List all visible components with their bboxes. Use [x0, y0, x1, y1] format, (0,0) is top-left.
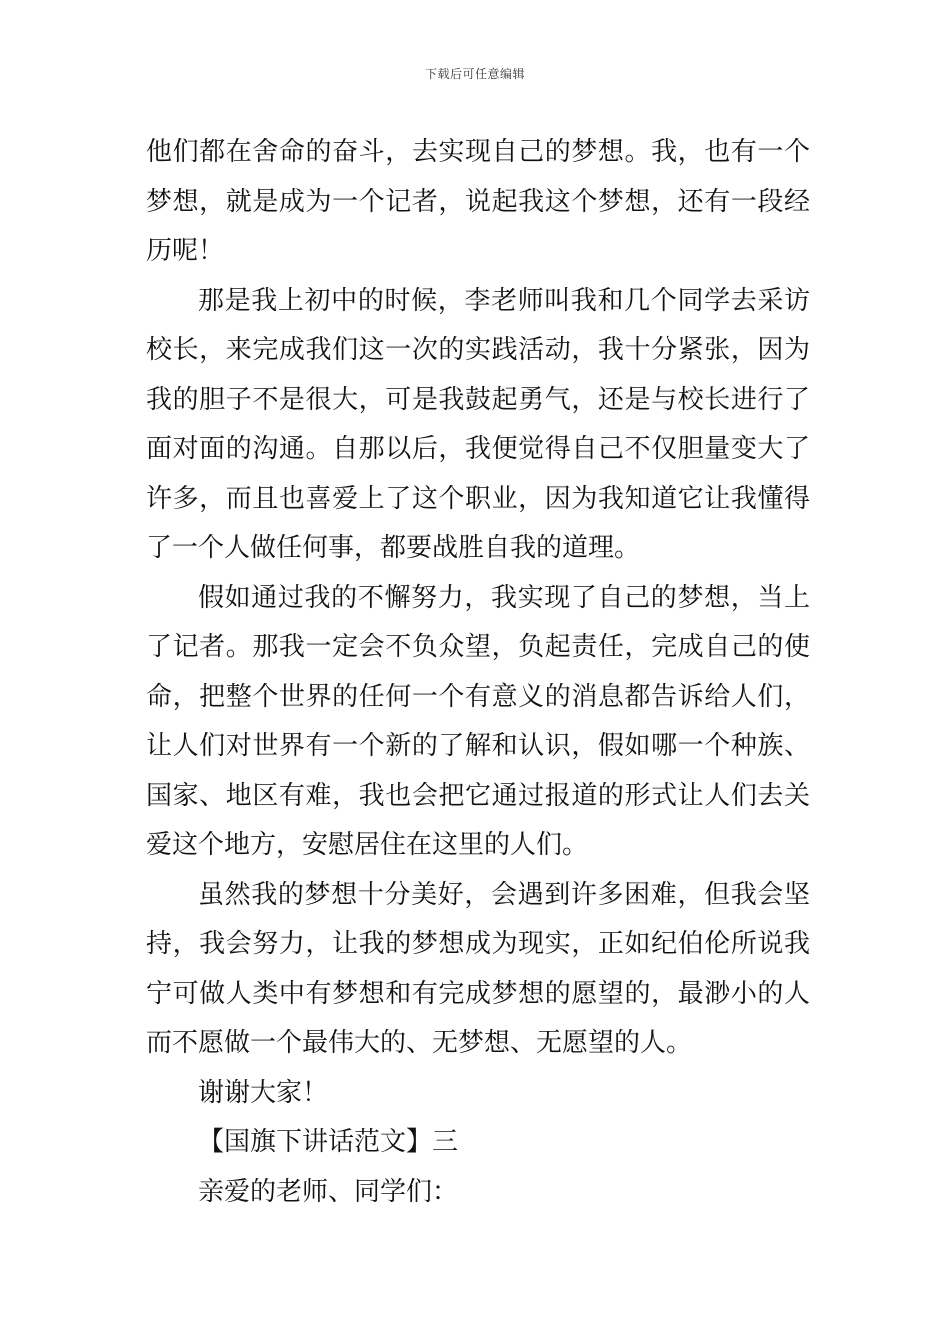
paragraph-1: 他们都在舍命的奋斗，去实现自己的梦想。我，也有一个梦想，就是成为一个记者，说起我这个梦想，还有一段经历呢！ — [146, 137, 810, 266]
paragraph-4: 虽然我的梦想十分美好，会遇到许多困难，但我会坚持，我会努力，让我的梦想成为现实，正如纪伯伦所说我宁可做人类中有梦想和有完成梦想的愿望的，最渺小的人而不愿做一个最伟大的、无梦想、无愿望的人。 — [146, 879, 810, 1058]
document-body — [146, 128, 810, 1217]
salutation: 亲爱的老师、同学们： — [198, 1176, 459, 1207]
closing-thanks: 谢谢大家！ — [198, 1077, 329, 1108]
section-heading: 【国旗下讲话范文】三 — [198, 1127, 459, 1157]
paragraph-3: 假如通过我的不懈努力，我实现了自己的梦想，当上了记者。那我一定会不负众望，负起责任，完成自己的使命，把整个世界的任何一个有意义的消息都告诉给人们，让人们对世界有一个新的了解和认识，假如哪一个种族、国家、地区有难，我也会把它通过报道的形式让人们去关爱这个地方，安慰居住在这里的人们。 — [146, 582, 810, 860]
page-header: 下载后可任意编辑 — [424, 67, 525, 81]
paragraph-2: 那是我上初中的时候，李老师叫我和几个同学去采访校长，来完成我们这一次的实践活动，我十分紧张，因为我的胆子不是很大，可是我鼓起勇气，还是与校长进行了面对面的沟通。自那以后，我便觉得自己不仅胆量变大了许多，而且也喜爱上了这个职业，因为我知道它让我懂得了一个人做任何事，都要战胜自我的道理。 — [146, 285, 810, 563]
